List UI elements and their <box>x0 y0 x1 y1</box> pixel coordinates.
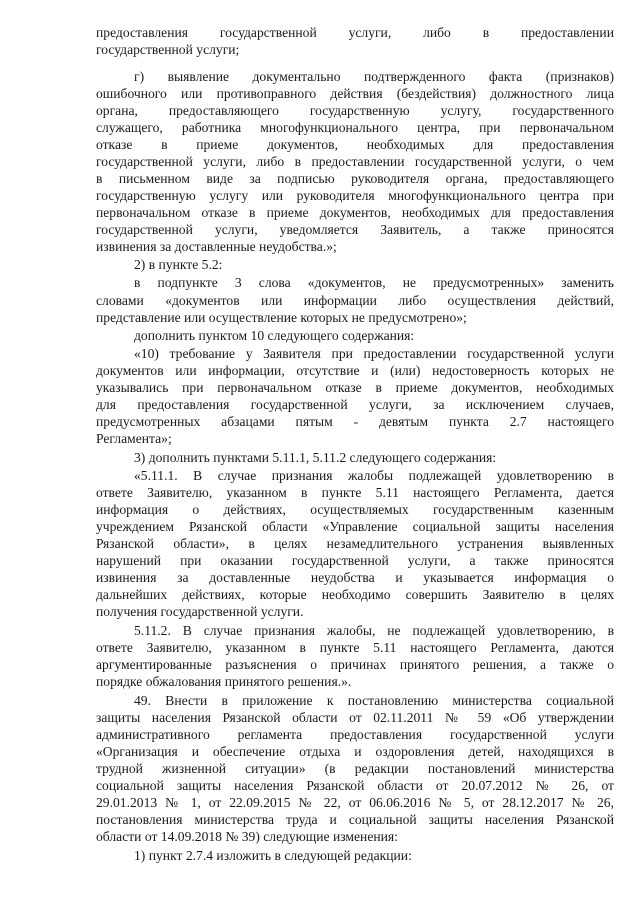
text-line: извинения за доставленные неудобства.»; <box>96 239 337 254</box>
text-line: нарушений при оказании государственной услуги, а также приносятся <box>96 553 614 568</box>
text-line: представление или осуществление которых не предусмотрено»; <box>96 310 467 325</box>
text-line: ошибочного или противоправного действия (бездействия) должностного лица <box>96 86 614 101</box>
text-line: указывались при первоначальном отказе в приеме документов, необходимых <box>96 380 614 395</box>
text-line: 29.01.2013 № 1, от 22.09.2015 № 22, от 06.06.2016 № 5, от 28.12.2017 № 26, <box>96 795 614 810</box>
text-line: государственной услуги; <box>96 42 240 57</box>
text-line: государственной услуги, либо в предоставлении государственной услуги, о чем <box>96 154 614 169</box>
text-line: государственной услуги, уведомляется Заявитель, а также приносятся <box>96 222 614 237</box>
text-line: 1) пункт 2.7.4 изложить в следующей редакции: <box>134 848 412 863</box>
text-line: г) выявление документально подтвержденного факта (признаков) <box>134 69 614 84</box>
text-line: документов или информации, отсутствие и (или) недостоверность которых не <box>96 363 614 378</box>
text-line: предоставления государственной услуги, либо в предоставлении <box>96 25 614 40</box>
text-line: дополнить пунктом 10 следующего содержания: <box>134 328 415 343</box>
text-line: Регламента»; <box>96 431 172 446</box>
text-line: порядке обжалования принятого решения.». <box>96 674 352 689</box>
text-line: в подпункте 3 слова «документов, не предусмотренных» заменить <box>134 275 614 290</box>
text-line: словами «документов или информации либо осуществления действий, <box>96 293 614 308</box>
text-line: трудной жизненной ситуации» (в редакции постановлений министерства <box>96 761 614 776</box>
text-line: области от 14.09.2018 № 39) следующие изменения: <box>96 829 398 844</box>
text-line: 49. Внести в приложение к постановлению министерства социальной <box>134 693 614 708</box>
text-line: предусмотренных абзацами пятым - девятым пункта 2.7 настоящего <box>96 414 614 429</box>
text-line: учреждением Рязанской области «Управление социальной защиты населения <box>96 519 614 534</box>
text-line: ответе Заявителю, указанном в пункте 5.11 настоящего Регламента, дается <box>96 485 614 500</box>
text-line: «5.11.1. В случае признания жалобы подлежащей удовлетворению в <box>134 468 614 483</box>
text-line: государственную услугу или руководителя многофункционального центра при <box>96 188 614 203</box>
text-line: извинения за доставленные неудобства и указывается информация о <box>96 570 614 585</box>
text-line: «Организация и обеспечение отдыха и оздоровления детей, находящихся в <box>96 744 614 759</box>
text-line: первоначальном отказе в приеме документов, необходимых для предоставления <box>96 205 614 220</box>
text-line: получения государственной услуги. <box>96 604 304 619</box>
text-line: отказе в приеме документов, необходимых для предоставления <box>96 137 614 152</box>
text-line: постановления министерства труда и социальной защиты населения Рязанской <box>96 812 614 827</box>
text-line: служащего, работника многофункционального центра, при первоначальном <box>96 120 614 135</box>
text-line: дальнейших действиях, которые необходимо совершить Заявителю в целях <box>96 587 614 602</box>
text-line: Рязанской области», в целях незамедлительного устранения выявленных <box>96 536 614 551</box>
text-line: 3) дополнить пунктами 5.11.1, 5.11.2 следующего содержания: <box>134 450 497 465</box>
text-line: в письменном виде за подписью руководителя органа, предоставляющего <box>96 171 614 186</box>
text-line: социальной защиты населения Рязанской области от 20.07.2012 № 26, от <box>96 778 614 793</box>
text-line: аргументированные разъяснения о причинах принятого решения, а также о <box>96 657 614 672</box>
text-line: 2) в пункте 5.2: <box>134 257 223 272</box>
text-line: информация о действиях, осуществляемых государственным казенным <box>96 502 614 517</box>
text-line: органа, предоставляющего государственную услугу, государственного <box>96 103 614 118</box>
text-line: защиты населения Рязанской области от 02.11.2011 № 59 «Об утверждении <box>96 710 614 725</box>
text-line: «10) требование у Заявителя при предоставлении государственной услуги <box>134 346 614 361</box>
text-line: для предоставления государственной услуги, за исключением случаев, <box>96 397 614 412</box>
text-line: 5.11.2. В случае признания жалобы, не подлежащей удовлетворению, в <box>134 623 614 638</box>
text-line: административного регламента предоставления государственной услуги <box>96 727 614 742</box>
text-line: ответе Заявителю, указанном в пункте 5.11 настоящего Регламента, даются <box>96 640 614 655</box>
